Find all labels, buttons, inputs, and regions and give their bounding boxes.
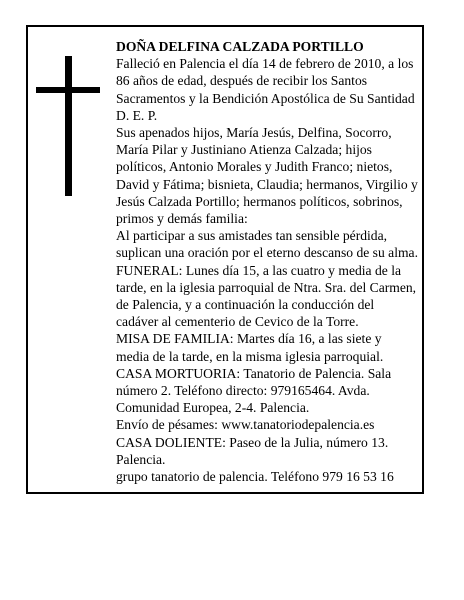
family-mass-info: MISA DE FAMILIA: Martes día 16, a las siete y media de la tarde, en la misma iglesia parroquial. [116,331,384,364]
prayer-request: Al participar a sus amistades tan sensible pérdida, suplican una oración por el eterno descanso de su alma. [116,228,418,261]
condolences-info: Envío de pésames: www.tanatoriodepalencia.es [116,417,375,433]
death-announcement: Falleció en Palencia el día 14 de febrero de 2010, a los 86 años de edad, después de recibir los Santos Sacramentos y la Bendición Apostólica de Su Santidad [116,56,415,106]
funeral-info: FUNERAL: Lunes día 15, a las cuatro y media de la tarde, en la iglesia parroquial de Ntra. Sra. del Carmen, de Palencia, y a continuación la conducción del cadáver al cementerio de Cevico de la Torre. [116,262,417,330]
mourning-house-info: CASA DOLIENTE: Paseo de la Julia, número 13. Palencia. [116,434,389,467]
cross-horizontal-bar [36,87,100,93]
obituary-text [116,38,418,485]
cross-vertical-bar [65,56,72,196]
funeral-home-footer: grupo tanatorio de palencia. Teléfono 979 16 53 16 [116,469,394,485]
family-list: Sus apenados hijos, María Jesús, Delfina, Socorro, María Pilar y Justiniano Atienza Calzada; hijos políticos, Antonio Morales y Judith Franco; nietos, David y Fátima; bisnieta, Claudia; hermanos, Virgilio y Jesús Calzada Portillo; hermanos políticos, sobrinos, primos y demás familia: [116,125,418,227]
rip-line: D. E. P. [116,107,158,123]
deceased-name: DOÑA DELFINA CALZADA PORTILLO [116,39,364,54]
cross-icon [36,56,100,196]
mortuary-info: CASA MORTUORIA: Tanatorio de Palencia. Sala número 2. Teléfono directo: 979165464. Avda. Comunidad Europea, 2-4. Palencia. [116,365,392,416]
